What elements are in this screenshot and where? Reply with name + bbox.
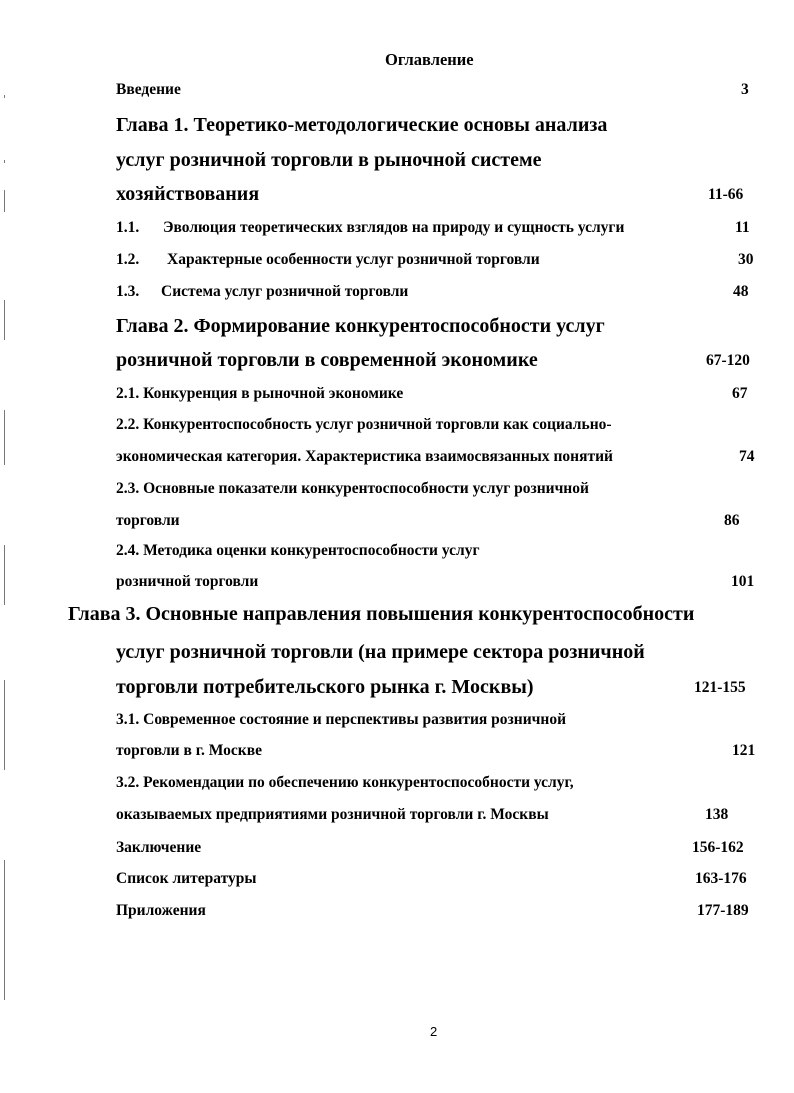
toc-entry-label: Список литературы bbox=[116, 870, 257, 887]
section-number: 1.3. bbox=[116, 283, 140, 300]
toc-entry-page: 74 bbox=[739, 448, 755, 465]
section-label: торговли bbox=[116, 512, 180, 529]
toc-entry-label: Заключение bbox=[116, 839, 202, 856]
section-label: 2.4. Методика оценки конкурентоспособности услуг bbox=[116, 542, 480, 559]
chapter-heading: услуг розничной торговли в рыночной системе bbox=[116, 149, 542, 171]
toc-entry-page: 101 bbox=[731, 573, 755, 590]
toc-entry-page: 67 bbox=[732, 385, 748, 402]
toc-entry-page: 67-120 bbox=[706, 352, 750, 369]
section-label: Система услуг розничной торговли bbox=[161, 283, 409, 300]
scan-speck bbox=[4, 545, 5, 605]
section-label: 2.1. Конкуренция в рыночной экономике bbox=[116, 385, 404, 402]
scan-speck bbox=[4, 300, 5, 340]
toc-entry-page: 163-176 bbox=[695, 870, 747, 887]
toc-entry-page: 30 bbox=[738, 251, 754, 268]
section-label: 3.2. Рекомендации по обеспечению конкурентоспособности услуг, bbox=[116, 774, 574, 791]
scan-speck bbox=[4, 860, 5, 1000]
section-label: розничной торговли bbox=[116, 573, 259, 590]
toc-entry-page: 121-155 bbox=[694, 679, 746, 696]
scan-speck bbox=[4, 190, 5, 212]
scan-speck bbox=[4, 160, 5, 163]
toc-title: Оглавление bbox=[385, 50, 474, 69]
chapter-heading: хозяйствования bbox=[116, 183, 260, 205]
chapter-heading: услуг розничной торговли (на примере сектора розничной bbox=[116, 641, 645, 663]
chapter-heading: Глава 2. Формирование конкурентоспособности услуг bbox=[116, 315, 605, 337]
toc-entry-page: 121 bbox=[732, 742, 756, 759]
toc-entry-page: 3 bbox=[741, 81, 749, 98]
section-label: экономическая категория. Характеристика взаимосвязанных понятий bbox=[116, 448, 613, 465]
page-number: 2 bbox=[430, 1024, 438, 1039]
scan-speck bbox=[4, 410, 5, 465]
section-label: 3.1. Современное состояние и перспективы развития розничной bbox=[116, 711, 566, 728]
chapter-heading: торговли потребительского рынка г. Москвы) bbox=[116, 676, 534, 698]
chapter-heading: Глава 1. Теоретико-методологические основы анализа bbox=[116, 114, 608, 136]
toc-entry-label: Приложения bbox=[116, 902, 206, 919]
section-number: 1.2. bbox=[116, 251, 140, 268]
toc-entry-page: 11 bbox=[735, 219, 750, 236]
chapter-heading: розничной торговли в современной экономике bbox=[116, 349, 538, 371]
toc-entry-page: 156-162 bbox=[692, 839, 744, 856]
section-number: 1.1. bbox=[116, 219, 140, 236]
toc-entry-page: 138 bbox=[705, 806, 729, 823]
section-label: торговли в г. Москве bbox=[116, 742, 262, 759]
section-label: 2.2. Конкурентоспособность услуг розничной торговли как социально- bbox=[116, 416, 612, 433]
scan-speck bbox=[4, 680, 5, 770]
toc-entry-page: 48 bbox=[733, 283, 749, 300]
section-label: Характерные особенности услуг розничной торговли bbox=[167, 251, 540, 268]
toc-entry-label: Введение bbox=[116, 81, 181, 98]
chapter-heading: Глава 3. Основные направления повышения конкурентоспособности bbox=[68, 603, 695, 625]
toc-entry-page: 11-66 bbox=[708, 186, 744, 203]
section-label: Эволюция теоретических взглядов на природу и сущность услуги bbox=[163, 219, 625, 236]
section-label: оказываемых предприятиями розничной торговли г. Москвы bbox=[116, 806, 549, 823]
scan-speck bbox=[4, 95, 5, 98]
toc-entry-page: 177-189 bbox=[697, 902, 749, 919]
toc-entry-page: 86 bbox=[724, 512, 740, 529]
section-label: 2.3. Основные показатели конкурентоспособности услуг розничной bbox=[116, 480, 589, 497]
